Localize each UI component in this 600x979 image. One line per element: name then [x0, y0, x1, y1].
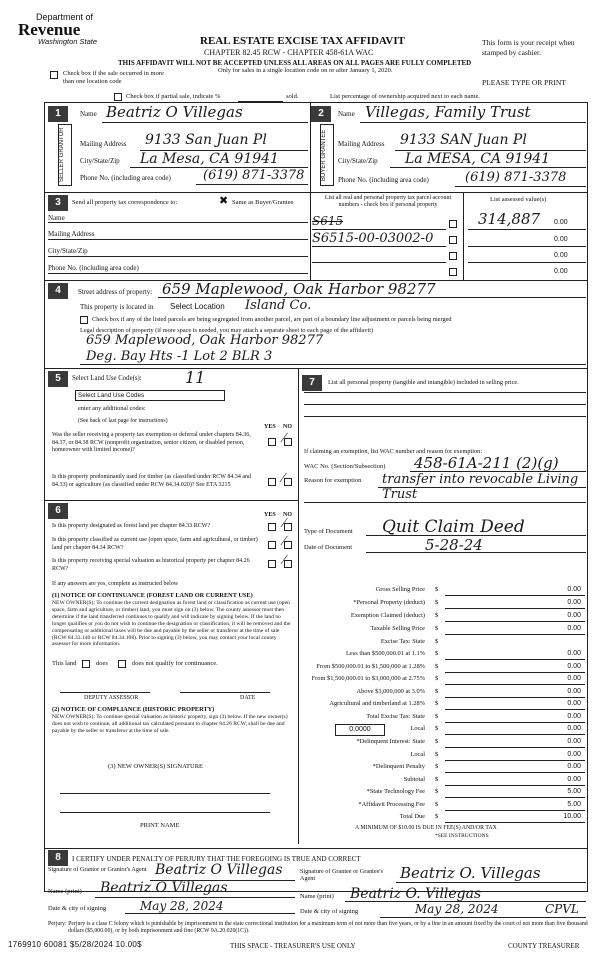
tax-row-label: From $1,500,000.01 to $3,000,000 at 2.75% — [311, 675, 425, 682]
seller-phone-label: Phone No. (including area code) — [80, 174, 171, 182]
parcel-1-personal-checkbox[interactable] — [449, 220, 457, 228]
tax-row-value[interactable]: 0.00 — [567, 663, 581, 670]
dollar-sign: $ — [435, 738, 439, 745]
grantor-date[interactable]: May 28, 2024 — [140, 899, 224, 913]
certify-title: I CERTIFY UNDER PENALTY OF PERJURY THAT THE FOREGOING IS TRUE AND CORRECT — [72, 855, 361, 863]
tax-row-value[interactable]: 0.00 — [567, 700, 581, 707]
partial-sale-checkbox[interactable] — [114, 93, 122, 101]
tax-row-label: Excise Tax: State — [380, 638, 425, 645]
assessed-value-4: 0.00 — [554, 268, 568, 275]
s6-q2-yes-checkbox[interactable] — [268, 541, 276, 549]
assessed-header: List assessed value(s) — [490, 196, 547, 203]
legal-line-1[interactable]: 659 Maplewood, Oak Harbor 98277 — [86, 333, 324, 348]
reason-line-2[interactable]: Trust — [382, 487, 418, 502]
tax-row-value[interactable]: 0.00 — [567, 713, 581, 720]
land-use-q1: Was the seller receiving a property tax exemption or deferral under chapters 84.36, 84.37, or 84.38 RCW (nonprofit organization, senior citizen, or disabled person, homeowner with limited income)? — [52, 432, 251, 453]
land-use-q2: Is this property predominantly used for timber (as classified under RCW 84.34 and 84.33) or agriculture (as classified under RCW 84.34.020)? See ETA 3215 — [52, 474, 252, 488]
tax-row — [295, 712, 585, 724]
corr-name-label: Name — [48, 214, 65, 222]
tax-row-label: *State Technology Fee — [366, 788, 425, 795]
multi-location-label: Check box if the sale occurred in more than one location code — [63, 70, 164, 85]
tax-row-label: Gross Selling Price — [375, 586, 425, 593]
this-land-label: This land — [52, 660, 77, 667]
grantor-sig-label: Signature of Grantor or Grantor's Agent — [48, 866, 147, 873]
doc-date[interactable]: 5-28-24 — [425, 536, 483, 554]
seller-mailing[interactable]: 9133 San Juan Pl — [145, 132, 267, 148]
cashier-stamp: 1769910 60081 $5/28/2024 10.00$ — [8, 940, 142, 949]
grantee-name-label: Name (print) — [300, 893, 334, 900]
section-8-marker: 8 — [48, 850, 68, 866]
legal-label: Legal description of property (if more space is needed, you may attach a separate sheet to each page of the affidavit) — [80, 327, 374, 334]
tax-row — [295, 687, 585, 699]
deputy-assessor-label: DEPUTY ASSESSOR — [84, 695, 139, 701]
tax-row-line — [445, 709, 585, 710]
dollar-sign: $ — [435, 751, 439, 758]
dollar-sign: $ — [435, 599, 439, 606]
multi-location-checkbox[interactable] — [50, 71, 58, 79]
land-use-yes: YES — [264, 424, 276, 430]
segregated-label: Check box if any of the listed parcels are being segregated from another parcel, are part of a boundary line adjustment or parcels being merged — [92, 316, 452, 323]
tax-row-line — [445, 659, 585, 660]
notice2-body: NEW OWNER(S): To continue special valuation as historic property, sign (3) below. If the new owner(s) does not wish to continue, all additional tax calculated pursuant to chapter 84.26 RCW, shall be due and payable by the seller or transferor at the time of sale. — [52, 714, 288, 734]
please-type: PLEASE TYPE OR PRINT — [482, 78, 566, 87]
buyer-mailing-label: Mailing Address — [338, 140, 385, 148]
tax-row-value[interactable]: 0.00 — [567, 738, 581, 745]
perjury-notice: Perjury: Perjury is a class C felony which is punishable by imprisonment in the state correctional institution for a maximum term of not more than five years, or by a fine in an amount fixed by the court of not more than five thousand dollars ($5,000.00), or by both imprisonment and fine (RCW 9A.20.020(1C)). — [48, 921, 588, 934]
grantee-name[interactable]: Beatriz O. Villegas — [350, 886, 482, 902]
land-does-checkbox[interactable] — [82, 660, 90, 668]
tax-row — [295, 585, 585, 597]
same-as-buyer-label: Same as Buyer/Grantee — [232, 199, 294, 206]
tax-row-value[interactable]: 0.00 — [567, 725, 581, 732]
section-7-marker: 7 — [302, 375, 322, 391]
tax-row-label: Total Excise Tax: State — [366, 713, 425, 720]
tax-row-line — [445, 621, 585, 622]
dollar-sign: $ — [435, 663, 439, 670]
seller-name[interactable]: Beatriz O Villegas — [106, 103, 243, 121]
tax-row-label: Above $3,000,000 at 3.0% — [356, 688, 425, 695]
doc-date-label: Date of Document — [304, 544, 353, 551]
grantee-sig-label: Signature of Grantee or Grantee's Agent — [300, 868, 383, 882]
land-does-not-checkbox[interactable] — [118, 660, 126, 668]
seller-name-label: Name — [80, 110, 97, 118]
dept-line3: Washington State — [38, 37, 98, 46]
tax-row — [295, 737, 585, 749]
s6-yes: YES — [264, 512, 276, 518]
s6-q3: Is this property receiving special valuation as historical property per chapter 84.26 RCW? — [52, 558, 250, 572]
dollar-sign: $ — [435, 725, 439, 732]
doc-type[interactable]: Quit Claim Deed — [382, 517, 525, 537]
dollar-sign: $ — [435, 700, 439, 707]
buyer-name-label: Name — [338, 110, 355, 118]
corr-city-label: City/State/Zip — [48, 247, 88, 255]
personal-property-label: List all personal property (tangible and intangible) included in selling price. — [328, 379, 519, 386]
q1-no-mark: ∕ — [283, 431, 286, 446]
tax-row-label: Subtotal — [403, 776, 425, 783]
notice1-body: NEW OWNER(S): To continue the current designation as forest land or classification as current use (open space, farm and agriculture, or timber) land, you must sign on (3) below. The county assessor must then determine if the land transferred continues to qualify and will indicate by signing below. If the land no longer qualifies or you do not wish to continue the designation or classification, it will be removed and the compensating or additional taxes will be due and payable by the seller or transferor at the time of sale (RCW 84.33.140 or RCW 84.34.108). Prior to signing (3) below, you may contact your local county assessor for more information. — [52, 600, 291, 648]
tax-row-line — [445, 772, 585, 773]
buyer-phone[interactable]: (619) 871-3378 — [465, 170, 567, 185]
tax-row-value[interactable]: 0.00 — [567, 599, 581, 606]
tax-row-line — [445, 634, 585, 635]
buyer-city-label: City/State/Zip — [338, 157, 378, 165]
s6-no: NO — [283, 512, 292, 518]
tax-row-label: Agricultural and timberland at 1.28% — [329, 700, 425, 707]
tax-row — [295, 699, 585, 711]
ownership-list: List percentage of ownership acquired next to each name. — [330, 93, 480, 100]
tax-row-label: Taxable Selling Price — [370, 625, 425, 632]
buyer-phone-label: Phone No. (including area code) — [338, 176, 429, 184]
grantor-name-label: Name (print) — [48, 888, 82, 895]
parcel-4-personal-checkbox[interactable] — [449, 268, 457, 276]
tax-row-line — [445, 760, 585, 761]
parcel-3-personal-checkbox[interactable] — [449, 252, 457, 260]
tax-row-line — [445, 797, 585, 798]
dept-line1: Department of — [36, 12, 94, 22]
land-use-no: NO — [283, 424, 292, 430]
s6-q1: Is this property designated as forest land per chapter 84.33 RCW? — [52, 523, 211, 529]
dollar-sign: $ — [435, 813, 439, 820]
tax-row — [295, 598, 585, 610]
copy-label: COUNTY TREASURER — [508, 942, 580, 950]
tax-row-label: *Delinquent Penalty — [372, 763, 425, 770]
tax-row-line — [445, 595, 585, 596]
grantee-date[interactable]: May 28, 2024 — [415, 902, 499, 916]
tax-row-value[interactable]: 5.00 — [567, 801, 581, 808]
dor-logo — [18, 12, 148, 46]
assessor-date-label: DATE — [240, 695, 256, 701]
q1-yes-checkbox[interactable] — [268, 438, 276, 446]
receipt-note: This form is your receipt when stamped by cashier. — [482, 38, 575, 57]
dollar-sign: $ — [435, 586, 439, 593]
wac-label: WAC No. (Section/Subsection) — [304, 463, 386, 470]
grantee-date-label: Date & city of signing — [300, 908, 359, 915]
location-value[interactable]: Island Co. — [245, 298, 312, 313]
tax-row-value[interactable]: 0.00 — [567, 751, 581, 758]
tax-row-line — [445, 810, 585, 811]
tax-row — [295, 800, 585, 812]
new-owner-signature-label: (3) NEW OWNER(S) SIGNATURE — [108, 763, 204, 770]
tax-row-value[interactable]: 0.00 — [567, 763, 581, 770]
tax-row-value[interactable]: 0.00 — [567, 650, 581, 657]
tax-row — [295, 762, 585, 774]
correspondence-label: Send all property tax correspondence to: — [72, 199, 178, 206]
tax-row-label: Local — [410, 725, 425, 732]
dollar-sign: $ — [435, 763, 439, 770]
form-only-for: Only for sales in a single location code on or after January 1, 2020. — [218, 67, 393, 74]
assessed-value-1: 0.00 — [554, 219, 568, 226]
q2-no-checkbox[interactable] — [284, 478, 292, 486]
partial-sale-label: Check box if partial sale, indicate % — [126, 93, 221, 100]
reason-line-1[interactable]: transfer into revocable Living — [382, 472, 579, 487]
tax-row — [295, 649, 585, 661]
dollar-sign: $ — [435, 650, 439, 657]
parcel-2-personal-checkbox[interactable] — [449, 236, 457, 244]
tax-row — [295, 750, 585, 762]
section-5-marker: 5 — [48, 371, 68, 387]
form-chapter: CHAPTER 82.45 RCW - CHAPTER 458-61A WAC — [204, 48, 374, 57]
buyer-side-label: BUYER GRANTEE — [320, 124, 334, 186]
q2-no-mark: ∕ — [282, 471, 285, 486]
segregated-checkbox[interactable] — [80, 316, 88, 324]
grantor-signature[interactable]: Beatriz O Villegas — [155, 862, 283, 878]
tax-row — [295, 787, 585, 799]
land-use-select[interactable]: Select Land Use Codes — [75, 390, 225, 401]
grantee-city[interactable]: CPVL — [545, 902, 579, 916]
tax-row — [295, 662, 585, 674]
tax-row-value[interactable]: 5.00 — [567, 788, 581, 795]
s6-q2-mark: ∕ — [283, 534, 286, 549]
seller-side-label: SELLER GRANTOR — [58, 124, 72, 186]
tax-row-value[interactable]: 0.00 — [567, 586, 581, 593]
tax-row-value[interactable]: 0.00 — [567, 612, 581, 619]
dollar-sign: $ — [435, 788, 439, 795]
exemption-label: If claiming an exemption, list WAC number and reason for exemption: — [304, 448, 483, 455]
does-label: does — [96, 660, 108, 667]
assessed-value-2: 0.00 — [554, 236, 568, 243]
tax-row-line — [445, 785, 585, 786]
grantee-signature[interactable]: Beatriz O. Villegas — [400, 864, 541, 882]
dollar-sign: $ — [435, 675, 439, 682]
located-label: This property is located in — [80, 303, 154, 311]
corr-phone-label: Phone No. (including area code) — [48, 264, 139, 272]
buyer-mailing[interactable]: 9133 SAN Juan Pl — [400, 132, 527, 148]
notice2-title: (2) NOTICE OF COMPLIANCE (HISTORIC PROPERTY) — [52, 706, 215, 713]
parcel-struck: S615 — [312, 214, 344, 228]
tax-row-value[interactable]: 0.00 — [567, 776, 581, 783]
tax-row — [295, 611, 585, 623]
dollar-sign: $ — [435, 638, 439, 645]
dollar-sign: $ — [435, 625, 439, 632]
does-not-label: does not qualify for continuance. — [132, 660, 218, 667]
tax-row-value[interactable]: 0.00 — [567, 675, 581, 682]
tax-row-label: *Delinquent Interest: State — [356, 738, 425, 745]
form-warning: THIS AFFIDAVIT WILL NOT BE ACCEPTED UNLESS ALL AREAS ON ALL PAGES ARE FULLY COMPLETED — [118, 59, 472, 67]
s6-q1-mark: ∕ — [283, 516, 286, 531]
wac-number[interactable]: 458-61A-211 (2)(g) — [414, 454, 559, 472]
tax-row-label: *Affidavit Processing Fee — [358, 801, 425, 808]
treasurer-use: THIS SPACE - TREASURER'S USE ONLY — [230, 942, 356, 950]
dollar-sign: $ — [435, 776, 439, 783]
reason-label: Reason for exemption — [304, 477, 362, 484]
street-address[interactable]: 659 Maplewood, Oak Harbor 98277 — [162, 280, 436, 298]
tax-row-line — [445, 722, 585, 723]
legal-line-2[interactable]: Deg. Bay Hts -1 Lot 2 BLR 3 — [86, 349, 273, 364]
sold-label: sold. — [286, 93, 299, 100]
tax-row-line — [445, 747, 585, 748]
same-as-buyer-checkbox[interactable]: ✖ — [219, 195, 229, 207]
land-use-label: Select Land Use Code(s): — [72, 375, 142, 382]
dollar-sign: $ — [435, 688, 439, 695]
notice1-title: (1) NOTICE OF CONTINUANCE (FOREST LAND OR CURRENT USE) — [52, 592, 253, 599]
seller-mailing-label: Mailing Address — [80, 140, 127, 148]
s6-q1-yes-checkbox[interactable] — [268, 523, 276, 531]
select-location[interactable]: Select Location — [170, 302, 225, 311]
section-6-marker: 6 — [48, 503, 68, 519]
dollar-sign: $ — [435, 713, 439, 720]
dollar-sign: $ — [435, 612, 439, 619]
tax-row-line — [445, 822, 585, 823]
tax-row-label: Total Due — [399, 813, 425, 820]
doc-type-label: Type of Document — [304, 528, 353, 535]
tax-row — [295, 674, 585, 686]
parcel-header: List all real and personal property tax parcel account numbers - check box if personal property — [324, 195, 452, 208]
tax-row-label: Local — [410, 751, 425, 758]
dollar-sign: $ — [435, 801, 439, 808]
buyer-city[interactable]: La MESA, CA 91941 — [405, 151, 551, 167]
s6-if-yes: If any answers are yes, complete as instructed below — [52, 581, 179, 587]
tax-row-label: From $500,000.01 to $1,500,000 at 1.28% — [316, 663, 425, 670]
tax-row-line — [445, 697, 585, 698]
parcel-number-1[interactable]: S6515-00-03002-0 — [312, 231, 434, 246]
form-title: REAL ESTATE EXCISE TAX AFFIDAVIT — [200, 35, 405, 47]
tax-row-line — [445, 608, 585, 609]
section-3-marker: 3 — [48, 195, 68, 211]
tax-row-line — [445, 684, 585, 685]
tax-row — [295, 637, 585, 649]
q2-yes-checkbox[interactable] — [268, 478, 276, 486]
assessed-value-3: 0.00 — [554, 252, 568, 259]
see-back-label: (See back of last page for instructions) — [78, 418, 168, 424]
tax-row-label: Exemption Claimed (deduct) — [350, 612, 425, 619]
buyer-name[interactable]: Villegas, Family Trust — [365, 103, 531, 121]
corr-mailing-label: Mailing Address — [48, 230, 95, 238]
dept-line2: Revenue — [18, 20, 81, 39]
tax-row-value[interactable]: 0.00 — [567, 625, 581, 632]
s6-q3-mark: ∕ — [283, 553, 286, 568]
section-2-marker: 2 — [311, 106, 331, 122]
s6-q2: Is this property classified as current use (open space, farm and agricultural, or timber) land per chapter 84.34 RCW? — [52, 537, 258, 551]
local-rate-box: 0.0000 — [335, 724, 385, 736]
s6-q3-yes-checkbox[interactable] — [268, 560, 276, 568]
tax-row-line — [445, 734, 585, 735]
additional-codes-label: enter any additional codes: — [78, 405, 146, 412]
seller-city[interactable]: La Mesa, CA 91941 — [140, 151, 279, 167]
minimum-due: A MINIMUM OF $10.00 IS DUE IN FEE(S) AND/OR TAX — [355, 825, 497, 831]
tax-row-value[interactable]: 0.00 — [567, 688, 581, 695]
tax-row — [295, 624, 585, 636]
tax-row-label: *Personal Property (deduct) — [353, 599, 425, 606]
tax-row — [295, 775, 585, 787]
print-name-label: PRINT NAME — [140, 822, 180, 829]
land-use-code[interactable]: 11 — [185, 368, 206, 387]
assessed-1-handwritten[interactable]: 314,887 — [478, 210, 541, 228]
grantor-name[interactable]: Beatriz O Villegas — [100, 880, 228, 896]
tax-row-line — [445, 672, 585, 673]
tax-row-label: Less than $500,000.01 at 1.1% — [346, 650, 425, 657]
grantor-date-label: Date & city of signing — [48, 905, 107, 912]
section-1-marker: 1 — [48, 106, 68, 122]
seller-city-label: City/State/Zip — [80, 157, 120, 165]
street-label: Street address of property: — [78, 288, 153, 296]
tax-row — [295, 812, 585, 824]
tax-row-value[interactable]: 10.00 — [563, 813, 581, 820]
section-4-marker: 4 — [48, 283, 68, 299]
seller-phone[interactable]: (619) 871-3378 — [203, 168, 305, 183]
see-instructions: *SEE INSTRUCTIONS — [435, 833, 489, 839]
